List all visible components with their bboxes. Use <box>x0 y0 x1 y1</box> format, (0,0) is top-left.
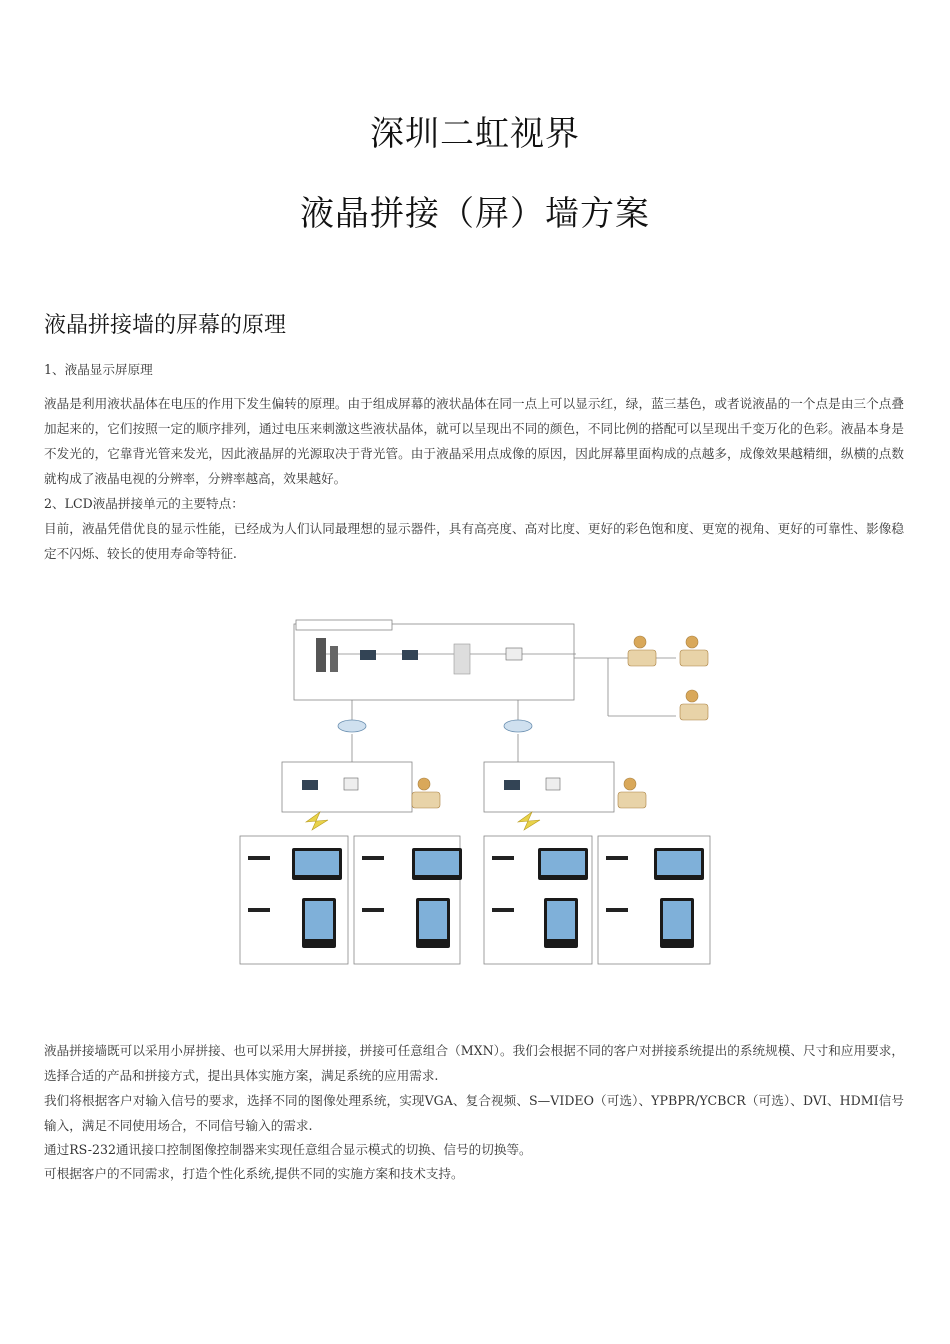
paragraph-splicing: 液晶拼接墙既可以采用小屏拼接、也可以采用大屏拼接，拼接可任意组合（MXN）。我们会根据不同的客户对拼接系统提出的系统规模、尺寸和应用要求，选择合适的产品和拼接方式，提出具体实施方案，满足系统的应用需求. <box>44 1043 904 1083</box>
item1-heading: 1、液晶显示屏原理 <box>44 362 153 377</box>
document-title: 深圳二虹视界 <box>370 114 580 154</box>
item2-heading: 2、LCD液晶拼接单元的主要特点： <box>44 496 244 511</box>
section-heading: 液晶拼接墙的屏幕的原理 <box>44 313 287 338</box>
network-diagram-image <box>236 616 716 968</box>
paragraph-rs232: 通过RS-232通讯接口控制图像控制器来实现任意组合显示模式的切换、信号的切换等。 <box>44 1142 532 1157</box>
item2-body: 目前，液晶凭借优良的显示性能，已经成为人们认同最理想的显示器件，具有高亮度、高对比度、更好的彩色饱和度、更宽的视角、更好的可靠性、影像稳定不闪烁、较长的使用寿命等特征. <box>44 521 904 561</box>
paragraph-custom: 可根据客户的不同需求，打造个性化系统,提供不同的实施方案和技术支持。 <box>44 1166 464 1181</box>
item1-body: 液晶是利用液状晶体在电压的作用下发生偏转的原理。由于组成屏幕的液状晶体在同一点上可以显示红，绿，蓝三基色，或者说液晶的一个点是由三个点叠加起来的，它们按照一定的顺序排列，通过电压来刺激这些液状晶体，就可以呈现出不同的颜色，不同比例的搭配可以呈现出千变万化的色彩。液晶本身是不发光的，它靠背光管来发光，因此液晶屏的光源取决于背光管。由于液晶采用点成像的原因，因此屏幕里面构成的点越多，成像效果越精细，纵横的点数就构成了液晶电视的分辨率，分辨率越高，效果越好。 <box>44 396 904 486</box>
document-subtitle: 液晶拼接（屏）墙方案 <box>300 194 650 234</box>
paragraph-signals: 我们将根据客户对输入信号的要求，选择不同的图像处理系统，实现VGA、复合视频、S—VIDEO（可选）、YPBPR/YCBCR（可选）、DVI、HDMI信号输入，满足不同使用场合，不同信号输入的需求. <box>44 1093 904 1133</box>
